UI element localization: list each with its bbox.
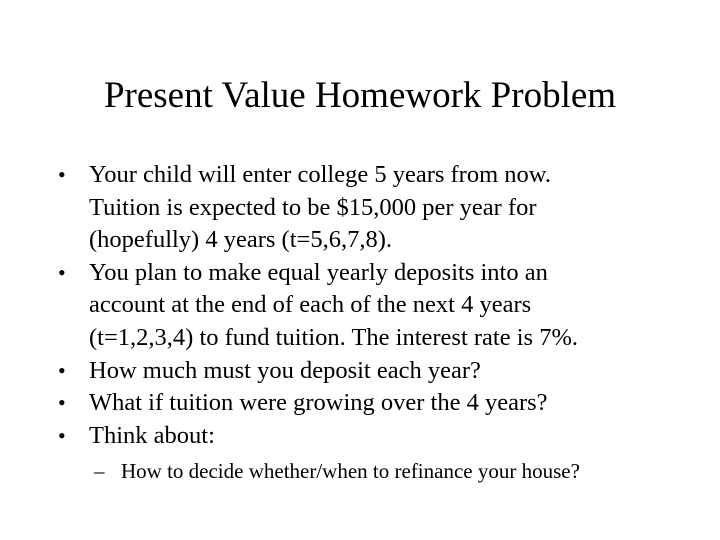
- bullet-marker: •: [58, 259, 66, 285]
- bullet-text-line: Tuition is expected to be $15,000 per year for: [89, 193, 537, 221]
- sub-bullet-marker: –: [94, 459, 105, 484]
- bullet-text-line: Your child will enter college 5 years from now.: [89, 161, 551, 188]
- bullet-text-line: account at the end of each of the next 4 years: [89, 291, 532, 319]
- bullet-marker: •: [58, 357, 66, 383]
- bullet-text-line: How much must you deposit each year?: [89, 356, 481, 384]
- sub-bullet-item: [94, 457, 698, 485]
- bullet-text-line: (t=1,2,3,4) to fund tuition. The interest rate is 7%.: [89, 323, 578, 351]
- sub-bullet-list: [89, 457, 698, 485]
- bullet-item: [58, 420, 698, 486]
- sub-bullet-text: How to decide whether/when to refinance your house?: [121, 459, 580, 484]
- bullet-text-line: What if tuition were growing over the 4 years?: [89, 389, 548, 417]
- slide-title: Present Value Homework Problem: [103, 75, 617, 116]
- bullet-text-line: Think about:: [89, 421, 215, 449]
- bullet-list: [58, 159, 698, 485]
- bullet-marker: •: [58, 162, 66, 187]
- bullet-item: [58, 159, 698, 257]
- bullet-item: [58, 387, 698, 420]
- bullet-marker: •: [58, 422, 66, 448]
- bullet-text-line: (hopefully) 4 years (t=5,6,7,8).: [89, 226, 392, 254]
- bullet-marker: •: [58, 390, 66, 416]
- bullet-item: [58, 355, 698, 388]
- bullet-item: [58, 257, 698, 355]
- bullet-text-line: You plan to make equal yearly deposits into an: [89, 258, 548, 286]
